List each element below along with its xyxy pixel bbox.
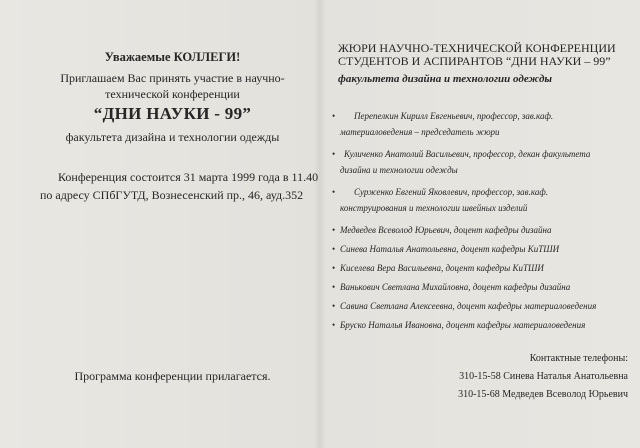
- list-item: [332, 184, 628, 216]
- member-line-2: конструирования и технологии швейных изделий: [340, 203, 528, 213]
- bullet-icon: •: [332, 320, 336, 330]
- member-line-1: Синева Наталья Анатольевна, доцент кафедры КиТШИ: [340, 244, 560, 254]
- bullet-icon: •: [332, 149, 336, 159]
- invitation-line-1: Приглашаем Вас принять участие в научно-: [60, 71, 285, 85]
- member-line-1: Ванькович Светлана Михайловна, доцент кафедры дизайна: [340, 282, 571, 292]
- address-line: по адресу СПбГУТД, Вознесенский пр., 46, ауд.352: [40, 188, 304, 202]
- invitation-text: [20, 70, 325, 102]
- invitation-line-2: технической конференции: [105, 87, 240, 101]
- jury-title-line-2: СТУДЕНТОВ И АСПИРАНТОВ “ДНИ НАУКИ – 99”: [338, 54, 611, 68]
- jury-column: [332, 0, 632, 448]
- list-item: [332, 241, 628, 257]
- jury-title-line-1: ЖЮРИ НАУЧНО-ТЕХНИЧЕСКОЙ КОНФЕРЕНЦИИ: [338, 41, 616, 55]
- invitation-column: [20, 0, 325, 448]
- member-line-1: Киселева Вера Васильевна, доцент кафедры КиТШИ: [340, 263, 544, 273]
- member-line-1: Куличенко Анатолий Васильевич, профессор, декан факультета: [344, 149, 591, 159]
- member-line-1: Сурженко Евгений Яковлевич, профессор, зав.каф.: [354, 187, 548, 197]
- member-line-1: Медведев Всеволод Юрьевич, доцент кафедры дизайна: [340, 225, 552, 235]
- program-note: Программа конференции прилагается.: [74, 369, 271, 383]
- list-item: [332, 260, 628, 276]
- greeting: Уважаемые КОЛЛЕГИ!: [104, 50, 241, 64]
- contacts: [338, 350, 628, 404]
- list-item: [332, 317, 628, 333]
- list-item: [332, 146, 628, 178]
- member-line-2: дизайна и технологии одежды: [340, 165, 458, 175]
- member-line-1: Бруско Наталья Ивановна, доцент кафедры материаловедения: [340, 320, 586, 330]
- jury-title: [338, 42, 628, 68]
- contacts-label: Контактные телефоны:: [529, 353, 628, 364]
- date-line: Конференция состоится 31 марта 1999 года в 11.40: [58, 170, 319, 184]
- member-line-1: Савина Светлана Алексеевна, доцент кафедры материаловедения: [340, 301, 597, 311]
- list-item: [332, 279, 628, 295]
- bullet-icon: •: [332, 282, 336, 292]
- jury-subtitle: факультета дизайна и технологии одежды: [338, 73, 553, 85]
- member-line-1: Перепелкин Кирилл Евгеньевич, профессор, зав.каф.: [354, 111, 554, 121]
- bullet-icon: •: [332, 263, 336, 273]
- jury-members-list: [332, 108, 628, 336]
- faculty-name: факультета дизайна и технологии одежды: [65, 130, 280, 144]
- bullet-icon: •: [332, 301, 336, 311]
- bullet-icon: •: [332, 111, 336, 121]
- bullet-icon: •: [332, 244, 336, 254]
- bullet-icon: •: [332, 187, 336, 197]
- contact-phone-2: 310-15-68 Медведев Всеволод Юрьевич: [458, 389, 628, 400]
- bullet-icon: •: [332, 225, 336, 235]
- list-item: [332, 298, 628, 314]
- event-title: “ДНИ НАУКИ - 99”: [93, 104, 252, 123]
- list-item: [332, 108, 628, 140]
- member-line-2: материаловедения – председатель жюри: [340, 127, 500, 137]
- list-item: [332, 222, 628, 238]
- conference-details: [20, 168, 325, 204]
- contact-phone-1: 310-15-58 Синева Наталья Анатольевна: [459, 371, 628, 382]
